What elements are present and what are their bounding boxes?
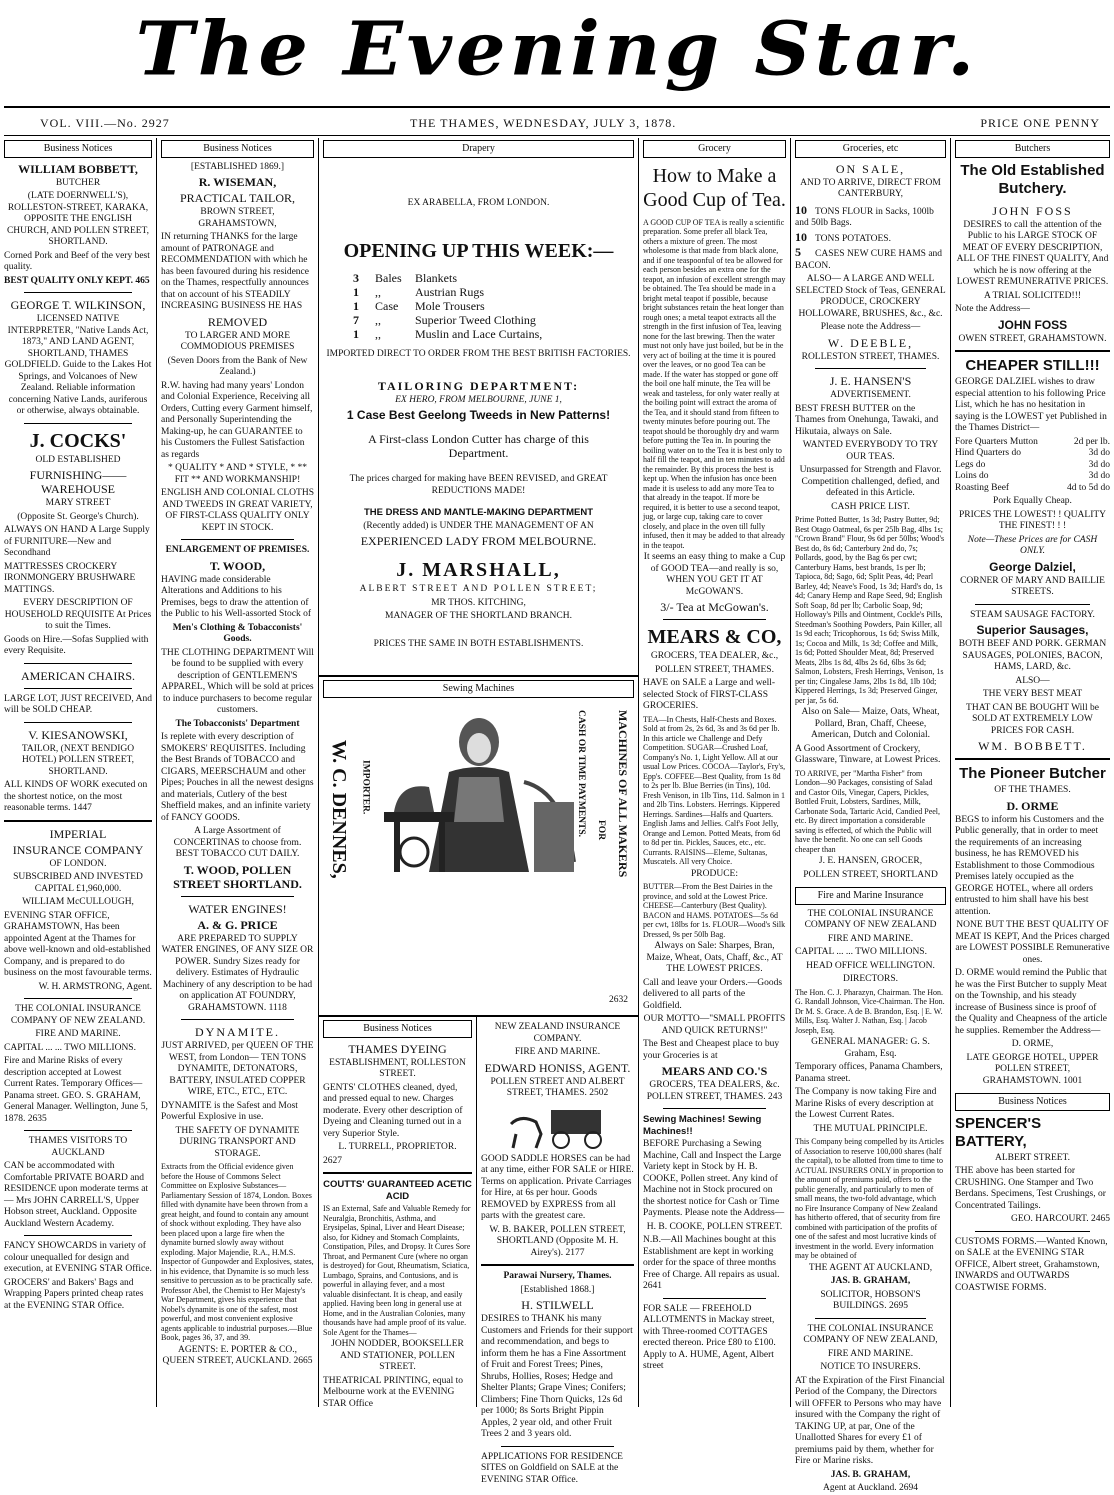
- ad-text: ENGLISH AND COLONIAL CLOTHS AND TWEEDS IN GREAT VARIETY, OF FIRST-CLASS QUALITY ONLY KEPT IN STOCK.: [161, 488, 314, 533]
- ad-text: AND TO ARRIVE, DIRECT FROM CANTERBURY,: [800, 177, 941, 199]
- ad-heading: NOTICE TO INSURERS.: [820, 1362, 921, 1372]
- ad-heading: The Tobacconists' Department: [175, 718, 300, 729]
- ad-text: OUR MOTTO—"SMALL PROFITS AND QUICK RETURNS!": [643, 1014, 786, 1036]
- ad-text: The prices charged for making have BEEN REVISED, and GREAT REDUCTIONS MADE!: [349, 474, 608, 496]
- advertiser-name: WILLIAM BOBBETT,: [18, 161, 138, 176]
- place-date: THE THAMES, WEDNESDAY, JULY 3, 1878.: [410, 116, 677, 130]
- ad-heading: CASH PRICE LIST.: [831, 501, 910, 512]
- price-row: Legs do 3d do: [955, 459, 1110, 470]
- tons-row: 10 TONS POTATOES.: [795, 229, 891, 244]
- ad-heading: THE SAFETY OF DYNAMITE DURING TRANSPORT AND STORAGE.: [175, 1125, 300, 1159]
- ad-text: (Seven Doors from the Bank of New Zealand.): [167, 355, 308, 377]
- divider: [24, 722, 132, 723]
- ad-text: GENTS' CLOTHES cleaned, dyed, and pressed equal to new. Charges moderate. Every other description of Dyeing and Cleaning turned out in a very Superior Style.: [323, 1082, 463, 1139]
- ad-text: (Opposite St. George's Church).: [17, 511, 139, 522]
- ad-text: BEFORE Purchasing a Sewing Machine, Call and Inspect the Large Variety kept in Stock by H. B. COOKE, Pollen street. Any kind of Machine not in Stock procured on the shortest notice for Cash or Time Payments. Please note the Address—: [643, 1139, 785, 1218]
- ad-text: ALL KINDS OF WORK executed on the shortest notice, on the most reasonable terms. 1447: [4, 780, 148, 813]
- ad-text: [Established 1868.]: [520, 1284, 595, 1295]
- ad-heading: IMPERIAL: [49, 826, 107, 841]
- ad-signature: JOHN NODDER, BOOKSELLER AND STATIONER, POLLEN STREET.: [331, 1339, 464, 1372]
- ad-heading: TAILORING DEPARTMENT:: [377, 378, 580, 393]
- price: PRICE ONE PENNY: [980, 116, 1100, 130]
- ad-text: BOTH BEEF AND PORK. GERMAN SAUSAGES, POLONIES, BACON, HAMS, LARD, &c.: [958, 639, 1107, 672]
- ad-text: OF THE THAMES.: [994, 785, 1071, 795]
- advertiser-name: WM. BOBBETT.: [978, 739, 1087, 753]
- section-header: Business Notices: [4, 140, 152, 158]
- ad-text: PRICES THE LOWEST! ! QUALITY THE FINEST! ! !: [958, 509, 1107, 531]
- ad-text: FOR SALE — FREEHOLD ALLOTMENTS in Mackay street, with Three-roomed COTTAGES erected thereon. Price £80 to £100. Apply to A. HUME, Agent, Albert street: [643, 1303, 776, 1371]
- ad-heading: THE DRESS AND MANTLE-MAKING DEPARTMENT: [363, 507, 594, 518]
- tons-row: 10 TONS FLOUR in Sacks, 100lb and 50lb Bags.: [795, 202, 934, 228]
- divider: [663, 619, 766, 620]
- ad-text: ALBERT STREET AND POLLEN STREET;: [359, 584, 598, 594]
- ad-heading: COUTTS' GUARANTEED ACETIC ACID: [323, 1179, 472, 1202]
- ad-text: Call and leave your Orders.—Goods delivered to all parts of the Goldfield.: [643, 977, 783, 1011]
- advertiser-name: D. ORME: [1006, 798, 1059, 813]
- advertiser-name: J. E. HANSEN, GROCER,: [818, 856, 923, 866]
- ad-text: A GOOD CUP OF TEA is really a scientific preparation. Some prefer all black Tea, others a mixture of green. The most wholesome is that made from black alone, and if one teaspoonful of tea be allowed for each person besides an extra one for the teapot, an infusion of excellent strength may be obtained. The Tea should be made in a bright metal teapot if possible, because bright substances retain the heat longer than rough ones; a metal teapot extracts all the strength in the first infusion of Tea, leaving none for the last brewing. Then the water must not only have just boiled, but be in the very act of boiling at the time it is poured over the leaves, or no good Tea can be made. If the water has stopped or gone off the boil one half minute, the Tea will be weak and tasteless, for only water really at the boiling point will extract the aroma of the Tea, and it should stand from fifteen to twenty minutes before pouring out. The teapot should be thoroughly dry and warm before putting the Tea in. In pouring the boiling water on to the Tea it is best only to half fill the teapot, and in ten minutes to add the remainder. By this process the best is kept up. When the infusion has once been made it is useless to add any more Tea to that already in the teapot. If more be required, it is better to use a second teapot, jug, or large cup, taking care to cover closely, and place in the oven till fully infused, then it may be added to that already in the teapot.: [643, 217, 786, 550]
- ad-text: CUSTOMS FORMS.—Wanted Known, on SALE at the EVENING STAR OFFICE, Albert street, Grahamstown, INWARDS and OUTWARDS COASTWISE FORMS.: [955, 1236, 1108, 1293]
- ad-heading: REMOVED: [207, 314, 268, 329]
- section-header: Grocery: [643, 140, 786, 158]
- ad-text: OWEN STREET, GRAHAMSTOWN.: [958, 333, 1107, 344]
- ad-text: SUBSCRIBED AND INVESTED CAPITAL £1,960,000.: [13, 872, 143, 894]
- ad-text: PRICES THE SAME IN BOTH ESTABLISHMENTS.: [373, 638, 584, 649]
- section-header: Sewing Machines: [323, 680, 634, 698]
- ad-signature: H. B. COOKE, POLLEN STREET.: [646, 1221, 783, 1232]
- ad-text: Prime Potted Butter, 1s 3d; Pastry Butter, 9d; Best Otago Oatmeal, 6s per 25lb Bag, 4lbs 1s; "Crown Brand" Flour, 9s 6d per 50lbs; Wood's Best do, 8s 6d; Canterbury 2nd do, 7s; Pollards, good, by the Bag 6s per cwt; Canterbury Hams, best brands, 1s per lb; Tapioca, 8d; Sago, 6d; Split Peas, 4d; Pearl Barley, 4d; Neave's Food, 1s 3d; Hard's do, 1s 4d; Canary Hemp and Rape Seed, 9d; English Soft Soap, 8d per lb; Carbolic Soap, 9d; Holloway's Pills and Ointment, Cockle's Pills, Steedman's Soothing Powders, Pain Killer, all 1s 9d each; Tricophorous, 1s 6d; Swiss Milk, 1s; Cocoa and Milk, 1s 3d; Coffee and Milk, 1s 6d; Potted Shoulder Meat, 8d; Preserved Meats, 2lbs 1s 8d, 4lbs 2s 6d, 6lbs 3s 6d; Salmon, Lobsters, Fresh Herrings, Venison, 1s per tin; Cingalese Jams, 2lbs 1s 8d, 1lb 10d; Kippered Herrings, 1s 3d; Preserved Ginger, per jar, 5s 6d.: [795, 515, 945, 705]
- importer-label: IMPORTER.: [360, 760, 371, 815]
- ad-text: A Good Assortment of Crockery, Glassware, Tinware, at Lowest Prices.: [795, 743, 941, 765]
- section-header: Drapery: [323, 140, 634, 158]
- ad-heading: INSURANCE COMPANY: [12, 842, 144, 857]
- ad-text: ALBERT STREET.: [994, 1152, 1071, 1163]
- ad-signature: L. TURRELL, PROPRIETOR.: [338, 1142, 457, 1152]
- column-groceries-etc: [791, 140, 950, 1493]
- ad-text: TEA—In Chests, Half-Chests and Boxes. Sold at from 2s, 2s 6d, 3s and 3s 6d per lb. In this article we Challenge and Defy Competition. SUGAR—Crushed Loaf, Company's No. 1, Light Yellow. All at our usual Low Prices. COCOA—Taylor's, Fry's, Epp's. COFFEE—Best Quality, from 1s 8d to 2s per lb. Blue Berries (in Tins), 10d. Fresh Venison, in 1lb Tins, 11d. Salmon in 1 and 2lb Tins. Lobsters. Herrings. Kippered Herrings. Sardines—Halfs and Quarters. English Jams and Jellies. Calf's Foot Jelly, Orange and Lemon. Potted Meats, from 6d to 8d per tin. Pickles, Sauces, etc., etc. Currants. RAISINS—Eleme, Sultanas, Muscatels. All very Choice.: [643, 714, 786, 866]
- divider: [181, 896, 294, 897]
- ad-heading: How to Make a Good Cup of Tea.: [643, 164, 786, 211]
- goods-row: 7 ,, Superior Tweed Clothing: [353, 313, 536, 327]
- ad-heading: AMERICAN CHAIRS.: [20, 668, 135, 683]
- ad-text: TO ARRIVE, per "Martha Fisher" from London—90 Packages, consisting of Salad and Castor Oils, Vinegar, Capers, Pickles, Bottled Fruit, Lobsters, Sardines, Milk, Carbonate Soda, Tartaric Acid, Candied Peel, etc. By direct importation a considerable saving is effected, of which the Public will have the benefit. No one can sell Goods cheaper than: [795, 768, 941, 854]
- cash-label: CASH OR TIME PAYMENTS.: [576, 710, 586, 838]
- ad-text: Always on Sale: Sharpes, Bran, Maize, Wheat, Oats, Chaff, &c., AT THE LOWEST PRICES.: [646, 941, 783, 974]
- ad-text: EX HERO, FROM MELBOURNE, JUNE 1,: [395, 394, 562, 405]
- ad-text: Corned Pork and Beef of the very best quality.: [4, 250, 150, 272]
- ad-text: JUST ARRIVED, per QUEEN OF THE WEST, from London— TEN TONS DYNAMITE, DETONATORS, BATTERY, INSULATED COPPER WIRE, ETC., ETC., ETC.: [161, 1041, 314, 1097]
- ad-heading: Sewing Machines! Sewing Machines!!: [643, 1114, 762, 1137]
- ad-heading: OPENING UP THIS WEEK:—: [343, 240, 614, 262]
- ad-text: HAVING made considerable Alterations and Additions to his Premises, begs to draw the attention of the Public to his Well-assorted Stock of: [161, 574, 311, 619]
- business-notices-bottom: [319, 1020, 476, 1407]
- ad-text: BEGS to inform his Customers and the Public generally, that in order to meet the requirements of an increasing business, he has REMOVED his Establishment to those Commodious Premises lately occupied as the GEORGE HOTEL, where all orders entrusted to him shall have his best attention.: [955, 814, 1104, 917]
- ad-text: BROWN STREET, GRAHAMSTOWN,: [198, 207, 277, 229]
- ad-text: Temporary offices, Panama Chambers, Panama street.: [795, 1062, 943, 1084]
- ad-text: MATTRESSES CROCKERY IRONMONGERY BRUSHWARE MATTINGS.: [4, 561, 136, 595]
- ad-text: IN returning THANKS for the large amount of PATRONAGE and RECOMMENDATION with which he has been favoured during his residence on the Thames, respectfully announces that on account of his STEADILY INCREASING BUSINESS HE HAS: [161, 232, 309, 311]
- section-rule: [319, 1015, 638, 1017]
- advertiser-name: George Dalziel,: [989, 559, 1076, 574]
- section-header: Fire and Marine Insurance: [795, 887, 946, 905]
- ad-signature: W. B. BAKER, POLLEN STREET, SHORTLAND (Opposite M. H. Airey's). 2177: [489, 1224, 626, 1258]
- ad-text: ROLLESTON STREET, THAMES.: [801, 351, 940, 362]
- sewing-machine-illustration: [354, 702, 604, 877]
- ad-signature: W. H. ARMSTRONG, Agent.: [38, 981, 152, 992]
- goods-row: 3 Bales Blankets: [353, 271, 457, 285]
- ad-heading: FURNISHING——WAREHOUSE: [29, 468, 127, 496]
- column-drapery: [319, 140, 638, 670]
- ad-text: The Company is now taking Fire and Marine Risks of every description at the Lowest Current Rates.: [795, 1087, 937, 1120]
- divider: [975, 1231, 1090, 1232]
- price-row: Hind Quarters do 3d do: [955, 448, 1110, 458]
- advertiser-name: V. KIESANOWSKI,: [28, 727, 128, 742]
- lady-at-sewing-machine-image: [354, 702, 604, 877]
- divider: [975, 604, 1090, 605]
- ad-text: ALSO— A LARGE AND WELL SELECTED Stock of Teas, GENERAL PRODUCE, CROCKERY HOLLOWARE, BRUSHES, &c., &c.: [795, 274, 946, 319]
- advertiser-name: MEARS AND CO.'S: [661, 1064, 768, 1078]
- advertiser-name: A. & G. PRICE: [197, 917, 278, 932]
- ad-text: EX ARABELLA, FROM LONDON.: [407, 197, 550, 208]
- ad-heading: WANTED EVERYBODY TO TRY OUR TEAS.: [802, 440, 939, 462]
- divider: [815, 1318, 926, 1319]
- ad-heading: PRODUCE:: [691, 868, 738, 879]
- ad-text: TO LARGER AND MORE COMMODIOUS PREMISES: [180, 330, 295, 352]
- ad-text: OF LONDON.: [49, 858, 107, 869]
- ad-text: EVENING STAR OFFICE, GRAHAMSTOWN, Has been appointed Agent at the Thames for above well-known and old-established Company, and is prepared to do business on the most favourable terms.: [4, 910, 152, 978]
- ad-text: Please note the Address—: [820, 322, 921, 332]
- masthead-rule: [4, 106, 1110, 108]
- ad-text: HEAD OFFICE WELLINGTON.: [806, 960, 935, 971]
- ad-text: LARGE LOT, JUST RECEIVED, And will be SOLD CHEAP.: [4, 693, 152, 715]
- ad-text: GENERAL MANAGER: G. S. Graham, Esq.: [811, 1037, 930, 1059]
- ad-text: Agent at Auckland. 2694: [823, 1483, 918, 1493]
- advertiser-name: W. DEEBLE,: [827, 335, 914, 350]
- machines-label: MACHINES OF ALL MAKERS: [616, 710, 630, 878]
- ad-text: DYNAMITE is the Safest and Most Powerful Explosive in use.: [161, 1100, 298, 1122]
- divider: [955, 758, 1110, 760]
- ad-number: 2627: [323, 1155, 342, 1166]
- divider: [24, 998, 132, 999]
- divider: [955, 350, 1110, 352]
- ad-text: BUTTER—From the Best Dairies in the province, and sold at the Lowest Price. CHEESE—Canterbury (Best Quality). BACON and HAMS. POTATOES—5s 6d per cwt, 18lbs for 1s. FLOUR—Wood's Silk Dressed, 9s per 50lb Bag.: [643, 882, 786, 939]
- advertiser-name: JOHN FOSS: [992, 203, 1073, 218]
- divider: [24, 1130, 132, 1131]
- divider: [663, 1108, 766, 1109]
- divider: [663, 1298, 766, 1299]
- ad-heading: Superior Sausages,: [976, 623, 1089, 637]
- ad-text: D. ORME would remind the Public that he was the First Butcher to supply Meat on the Township, and his steady increase of Business since is proof of the Quality and Cheapness of the article he supplies. Remember the Address—: [955, 968, 1107, 1036]
- column-business-notices-1: [0, 140, 156, 1407]
- advertiser-name: R. WISEMAN,: [198, 175, 277, 189]
- ad-text: (Recently added) is UNDER THE MANAGEMENT OF AN: [363, 520, 594, 531]
- divider: [24, 688, 132, 689]
- price-row: Loins do 3d do: [955, 471, 1110, 481]
- ad-text: FIRE AND MARINE.: [827, 1348, 914, 1359]
- ad-text: GROCERS' and Bakers' Bags and Wrapping Papers printed cheap rates at the EVENING STAR Office.: [4, 1277, 144, 1311]
- masthead: [0, 0, 1114, 105]
- divider: [24, 663, 132, 664]
- price-row: Roasting Beef 4d to 5d do: [955, 482, 1110, 493]
- advertiser-name: D. ORME,: [1011, 1039, 1054, 1049]
- goods-list: [353, 271, 634, 341]
- advertiser-name: JOHN FOSS: [997, 317, 1068, 332]
- ad-text: * QUALITY * AND * STYLE, * ** FIT ** AND WORKMANSHIP!: [168, 463, 307, 485]
- ad-heading: ON SALE,: [835, 161, 906, 176]
- ad-text: OLD ESTABLISHED: [35, 454, 121, 465]
- ad-text: MR THOS. KITCHING,: [431, 597, 526, 608]
- ad-text: N.B.—All Machines bought at this Establishment are kept in working order for the space of three months Free of Charge. All repairs as usual. 2641: [643, 1235, 780, 1291]
- ad-text: CAPITAL ... ... TWO MILLIONS.: [795, 947, 927, 957]
- ad-text: BEST FRESH BUTTER on the Thames from Onehunga, Tawaki, and Hikutaia, always on Sale.: [795, 403, 939, 437]
- section-header: Groceries, etc: [795, 140, 946, 158]
- ad-heading: THE COLONIAL INSURANCE COMPANY OF NEW ZEALAND: [804, 908, 937, 930]
- ad-heading: THE MUTUAL PRINCIPLE.: [813, 1123, 928, 1134]
- ad-text: THAT CAN BE BOUGHT Will be SOLD AT EXTREMELY LOW PRICES FOR CASH.: [966, 702, 1099, 736]
- ad-text: IMPORTED DIRECT TO ORDER FROM THE BEST BRITISH FACTORIES.: [326, 349, 631, 359]
- ad-text: DESIRES to THANK his many Customers and Friends for their support and recommendation, and begs to inform them he has a Fine Assortment of Fruit and Forest Trees; Pines, Shrubs, Hollies, Roses; Hedge and Shelter Plants; Grape Vines; Conifers; Climbers; Fine Thorn Quicks, 12s 6d per 1000; 8s Sorts Bright Pippin Apples, 2 year old, and other Fruit Trees 2 and 3 years old.: [481, 1314, 633, 1439]
- advertiser-name: SPENCER'S BATTERY,: [955, 1114, 1042, 1150]
- ad-text: [ESTABLISHED 1869.]: [190, 161, 285, 172]
- advertiser-name: GEORGE T. WILKINSON,: [10, 298, 146, 312]
- column-grocery: [639, 140, 790, 1407]
- ad-text: GEORGE DALZIEL wishes to draw especial attention to his following Price List, which he has no hesitation in saying is the LOWEST yet Published in the Thames District—: [955, 377, 1107, 433]
- ad-text: SOLICITOR, HOBSON'S BUILDINGS. 2695: [820, 1289, 921, 1311]
- ad-text: FIRE AND MARINE.: [514, 1047, 601, 1057]
- section-header: Business Notices: [323, 1020, 472, 1038]
- ad-text: CAPITAL ... ... TWO MILLIONS.: [4, 1042, 136, 1053]
- ad-text: It seems an easy thing to make a Cup of GOOD TEA—and really is so, WHEN YOU GET IT AT McGOWAN'S.: [643, 552, 786, 597]
- ad-text: Pork Equally Cheap.: [993, 496, 1072, 506]
- section-rule: [319, 675, 638, 677]
- ad-heading: THE COLONIAL INSURANCE COMPANY OF NEW ZEALAND,: [803, 1323, 938, 1345]
- ad-text: The Hon. C. J. Pharazyn, Chairman. The Hon. G. Randall Johnson, Vice-Chairman. The Hon. Dr M. S. Grace. A de B. Brandon, Esq. | E. W. Mills, Esq. Walter J. Nathan, Esq. | Jacob Joseph, Esq.: [795, 987, 945, 1035]
- ad-text: (LATE DOERNWELL'S), ROLLESTON-STREET, KARAKA, OPPOSITE THE ENGLISH CHURCH, AND POLLEN STREET, SHORTLAND.: [6, 191, 150, 247]
- volume-number: VOL. VIII.—No. 2927: [40, 116, 170, 130]
- ad-heading: The Pioneer Butcher: [959, 765, 1106, 782]
- divider: [24, 423, 132, 424]
- ad-text: MARY STREET: [45, 498, 111, 508]
- advertiser-name: J. COCKS': [29, 429, 127, 452]
- ad-heading: 3/- Tea at McGowan's.: [660, 600, 769, 614]
- column-business-notices-2: [157, 140, 318, 1407]
- tons-row: 5 CASES NEW CURE HAMS and BACON.: [795, 245, 943, 271]
- ad-text: APPLICATIONS FOR RESIDENCE SITES on Goldfield on SALE at the EVENING STAR Office.: [481, 1451, 623, 1485]
- ad-heading: THE COLONIAL INSURANCE COMPANY OF NEW ZEALAND.: [10, 1004, 146, 1026]
- divider: [501, 1446, 614, 1447]
- ad-text: Fire and Marine Risks of every description accepted at Lowest Current Rates. Temporary Offices—Panama street. GEO. S. GRAHAM, General Manager. Wellington, June 5, 1878. 2635: [4, 1056, 148, 1124]
- ad-text: GROCERS, TEA DEALERS, &c. POLLEN STREET, THAMES. 243: [646, 1080, 783, 1102]
- ad-heading: STEAM SAUSAGE FACTORY.: [970, 609, 1095, 620]
- ad-text: Unsurpassed for Strength and Flavor. Competition challenged, defied, and defeated in this Article.: [799, 465, 942, 498]
- ad-text: R.W. having had many years' London and Colonial Experience, Receiving all Orders, Cutting every Garment himself, and Personally Superintending the Making-up, he can GUARANTEE to his Customers the Fullest Satisfaction as regards: [161, 380, 313, 460]
- price-row: Fore Quarters Mutton 2d per lb.: [955, 436, 1110, 447]
- ad-text: EXPERIENCED LADY FROM MELBOURNE.: [360, 534, 597, 548]
- ad-text: POLLEN STREET, THAMES.: [655, 664, 774, 675]
- ad-heading: THAMES DYEING: [348, 1041, 447, 1056]
- ad-heading: ENLARGEMENT OF PREMISES.: [165, 545, 310, 555]
- ad-heading: CHEAPER STILL!!!: [965, 357, 1100, 374]
- goods-row: 1 ,, Muslin and Lace Curtains,: [353, 327, 543, 341]
- ad-text: NONE BUT THE BEST QUALITY OF MEAT IS KEPT, And the Prices charged are LOWEST POSSIBLE Remunerative ones.: [955, 920, 1110, 965]
- ad-text: ESTABLISHMENT, ROLLESTON STREET.: [329, 1057, 466, 1079]
- divider: [24, 1235, 132, 1236]
- ad-text: MANAGER OF THE SHORTLAND BRANCH.: [385, 611, 572, 621]
- ad-text: POLLEN STREET AND ALBERT STREET, THAMES. 2502: [490, 1076, 625, 1098]
- ad-text: ADVERTISEMENT.: [830, 390, 911, 400]
- ad-text: GROCERS, TEA DEALER, &c.,: [650, 651, 779, 661]
- carriage-illustration: [501, 1104, 614, 1150]
- ad-text: THEATRICAL PRINTING, equal to Melbourne work at the EVENING STAR Office: [323, 1375, 464, 1409]
- ad-text: THE above has been started for CRUSHING. One Stamper and Two Berdans. Specimens, Test Crushings, or Concentrated Tailings.: [955, 1166, 1106, 1211]
- sewing-machines-ad: [319, 680, 638, 1010]
- ad-heading: NEW ZEALAND INSURANCE COMPANY.: [494, 1022, 621, 1044]
- advertiser-name: H. STILWELL: [521, 1298, 594, 1312]
- ad-heading: DYNAMITE.: [195, 1025, 280, 1039]
- ad-text: A First-class London Cutter has charge of this Department.: [368, 432, 589, 460]
- ad-text: Extracts from the Official evidence given before the House of Commons Select Committee on Explosive Substances—Parliamentary Session of 1874, London. Boxes filled with dynamite have been thrown from a great height, and found to contain any amount of shock without exploding. They have also been placed upon a large fire when the dynamite burned slowly away without exploding. Major Majendie, R.A., H.M.S. Inspector of Gunpowder and Explosives, states, in his evidence, that Dynamite is so much less sensitive to percussion as to be practically safe. Professor Abel, the Chemist to Her Majesty's War Department, gives his experience that Nobel's dynamite is one of the safest, most powerful, and most convenient explosive agents applicable to industrial purposes.—Blue Book, pages 36, 37, and 39.: [161, 1162, 314, 1342]
- nz-insurance-column: [477, 1020, 638, 1485]
- for-label: FOR: [596, 820, 606, 841]
- section-header: Business Notices: [955, 1093, 1110, 1111]
- dennes-name: W. C. DENNES,: [328, 740, 350, 879]
- ad-text: The Best and Cheapest place to buy your Groceries is at: [643, 1039, 780, 1061]
- advertiser-name: JAS. B. GRAHAM,: [830, 1469, 911, 1480]
- ad-text: DESIRES to call the attention of the Public to his LARGE STOCK OF MEAT OF EVERY DESCRIPTION, ALL OF THE FINEST QUALITY, And which he is now offering at the LOWEST REMUNERATIVE PRICES.: [956, 219, 1109, 287]
- ad-text: Note the Address—: [955, 304, 1030, 314]
- price-list: [955, 437, 1110, 495]
- ad-text: IS an External, Safe and Valuable Remedy for Neuralgia, Bronchitis, Asthma, and Erysipelas, Spinal, Liver and Heart Disease; also, for Kidney and Stomach Complaints, Constipation, Piles, and Dropsy. It Cures Sore Throat, and Permanent Cure (where no organ is destroyed) for Gout, Rheumatism, Sciatica, Lumbago, Sprains, and Contusions, and is powerful in allaying fever, and a most valuable disinfectant. It is cheap, and easily applied. Having been long in general use at Home, and in the Australian Colonies, many thousands have had ample proof of its value. Sole Agent for the Thames—: [323, 1204, 471, 1337]
- divider: [181, 539, 294, 540]
- ad-text: Also on Sale— Maize, Oats, Wheat, Pollard, Bran, Chaff, Cheese, American, Dutch and Colonial.: [801, 707, 940, 740]
- divider: [4, 820, 152, 822]
- ad-heading: THE VERY BEST MEAT: [982, 689, 1083, 699]
- column-butchers: [951, 140, 1114, 1407]
- ad-text: EVERY DESCRIPTION OF HOUSEHOLD REQUISITE At Prices to suit the Times.: [4, 598, 152, 631]
- ad-text: HAVE on SALE a Large and well-selected Stock of FIRST-CLASS GROCERIES.: [643, 678, 776, 711]
- section-header: Butchers: [955, 140, 1110, 158]
- tons-list: [795, 203, 946, 273]
- ad-text: This Company being compelled by its Articles of Association to reserve 100,000 shares (half the capital), to be allotted from time to time to ACTUAL INSURERS ONLY in proportion to the amount of premiums paid, offers to the public generally, and particularly to men of small means, the two-fold advantage, which no Fire Insurance Company of New Zealand has hitherto offered, that of security from fire combined with participation of the profits of one of the safest and most lucrative kinds of investment in the world. Every information may be obtained of: [795, 1137, 944, 1260]
- ad-text: A TRIAL SOLICITED!!!: [983, 290, 1082, 301]
- ad-text: FIRE AND MARINE.: [827, 933, 914, 944]
- ad-text: POLLEN STREET, SHORTLAND: [803, 869, 938, 880]
- ad-text: FIRE AND MARINE.: [35, 1029, 121, 1039]
- ad-text: ARE PREPARED TO SUPPLY WATER ENGINES, OF ANY SIZE OR POWER. Sundry Sizes ready for delivery. Estimates of Hydraulic Machinery of any description to be had on application AT FOUNDRY, GRAHAMSTOWN. 1118: [161, 933, 314, 1013]
- newspaper-title: The Evening Star.: [135, 6, 979, 93]
- ad-text: Is replete with every description of SMOKERS' REQUISITES. Including the Best Brands of TOBACCO and CIGARS, MEERSCHAUM and other Pipes; Pouches in all the newest designs and materials, Cutlery of the best Sheffield makes, and an infinite variety of FANCY GOODS.: [161, 732, 314, 823]
- ad-text: Note—These Prices are for CASH ONLY.: [967, 534, 1098, 556]
- advertiser-name: EDWARD HONISS, AGENT.: [484, 1060, 631, 1075]
- divider: [323, 1172, 472, 1174]
- ad-text: LICENSED NATIVE INTERPRETER, "Native Lands Act, 1873," AND LAND AGENT, SHORTLAND, THAMES GOLDFIELD. Guide to the Lakes Hot Springs, and Volcanoes of New Zealand. Reliable information concerning Native Lands, auriferous or otherwise, always obtainable.: [4, 314, 152, 416]
- ad-heading: WATER ENGINES!: [188, 901, 287, 916]
- ad-heading: Men's Clothing & Tobacconists' Goods.: [172, 622, 303, 644]
- ad-signature: T. WOOD, POLLEN STREET SHORTLAND.: [173, 862, 302, 891]
- ad-text: THE AGENT AT AUCKLAND,: [808, 1262, 933, 1273]
- ad-text: AT the Expiration of the First Financial Period of the Company, the Directors will OFFER to Persons who may have insured with the Company the right of TAKING UP, at par, One of the Unallotted Shares for every £1 of premiums paid by them, whether for Fire or Marine risks.: [795, 1375, 945, 1466]
- section-header: Business Notices: [161, 140, 314, 158]
- ad-text: ALSO—: [1015, 675, 1050, 686]
- dateline-rule: [4, 135, 1110, 136]
- horse-carriage-image: [501, 1104, 621, 1150]
- advertiser-name: MEARS & CO,: [647, 626, 782, 648]
- divider: [815, 368, 926, 369]
- ad-text: CORNER OF MARY AND BAILLIE STREETS.: [960, 575, 1105, 597]
- advertiser-name: T. WOOD,: [209, 558, 266, 573]
- dateline: [0, 116, 1114, 134]
- ad-text: FANCY SHOWCARDS in variety of colour unequalled for design and execution, at EVENING STAR Office.: [4, 1241, 152, 1274]
- ad-signature: AGENTS: E. PORTER & CO., QUEEN STREET, AUCKLAND. 2665: [162, 1344, 313, 1366]
- goods-row: 1 ,, Austrian Rugs: [353, 285, 484, 299]
- divider: [24, 292, 132, 293]
- divider: [481, 1264, 634, 1266]
- goods-row: 1 Case Mole Trousers: [353, 299, 485, 313]
- divider: [181, 1019, 294, 1020]
- ad-text: ALWAYS ON HAND A Large Supply of FURNITURE—New and Secondhand: [4, 525, 150, 558]
- advertiser-role: BUTCHER: [55, 177, 101, 188]
- ad-text: THE CLOTHING DEPARTMENT Will be found to be supplied with every description of GENTLEMEN'S APPAREL, Which will be sold at prices to induce purchasers to become regular customers.: [161, 647, 314, 715]
- ad-signature: GEO. HARCOURT. 2465: [1010, 1214, 1110, 1224]
- advertiser-name: JAS. B. GRAHAM,: [830, 1276, 911, 1286]
- ad-heading: The Old Established Butchery.: [960, 161, 1105, 197]
- ad-text: Goods on Hire.—Sofas Supplied with every Requisite.: [4, 634, 149, 656]
- advertiser-name: WILLIAM McCULLOUGH,: [22, 897, 134, 907]
- ad-text: TAILOR, (NEXT BENDIGO HOTEL) POLLEN STREET, SHORTLAND.: [21, 743, 135, 777]
- ad-text: DIRECTORS.: [843, 974, 898, 984]
- advertiser-name: J. E. HANSEN'S: [829, 374, 912, 388]
- ad-heading: 1 Case Best Geelong Tweeds in New Patterns!: [346, 408, 611, 422]
- ad-text: BEST QUALITY ONLY KEPT. 465: [4, 275, 150, 286]
- ad-heading: THAMES VISITORS TO AUCKLAND: [28, 1136, 128, 1158]
- ad-heading: Parawai Nursery, Thames.: [503, 1271, 612, 1281]
- ad-text: A Large Assortment of CONCERTINAS to choose from. BEST TOBACCO CUT DAILY.: [173, 826, 302, 859]
- advertiser-name: J. MARSHALL,: [396, 559, 561, 581]
- ad-text: GOOD SADDLE HORSES can be had at any time, either FOR SALE or HIRE. Terms on application. Private Carriages for Hire, at 6s per hour. Goods REMOVED by EXPRESS from all parts with the greatest care.: [481, 1153, 634, 1221]
- ad-text: LATE GEORGE HOTEL, UPPER POLLEN STREET, GRAHAMSTOWN. 1001: [966, 1052, 1099, 1086]
- ad-number: 2632: [609, 994, 628, 1005]
- ad-text: CAN be accommodated with Comfortable PRIVATE BOARD and RESIDENCE upon moderate terms at— Mrs JOHN CARRELL'S, Upper Hobson street, Auckland. Opposite Auckland Western Academy.: [4, 1161, 149, 1229]
- ad-heading: PRACTICAL TAILOR,: [179, 191, 296, 205]
